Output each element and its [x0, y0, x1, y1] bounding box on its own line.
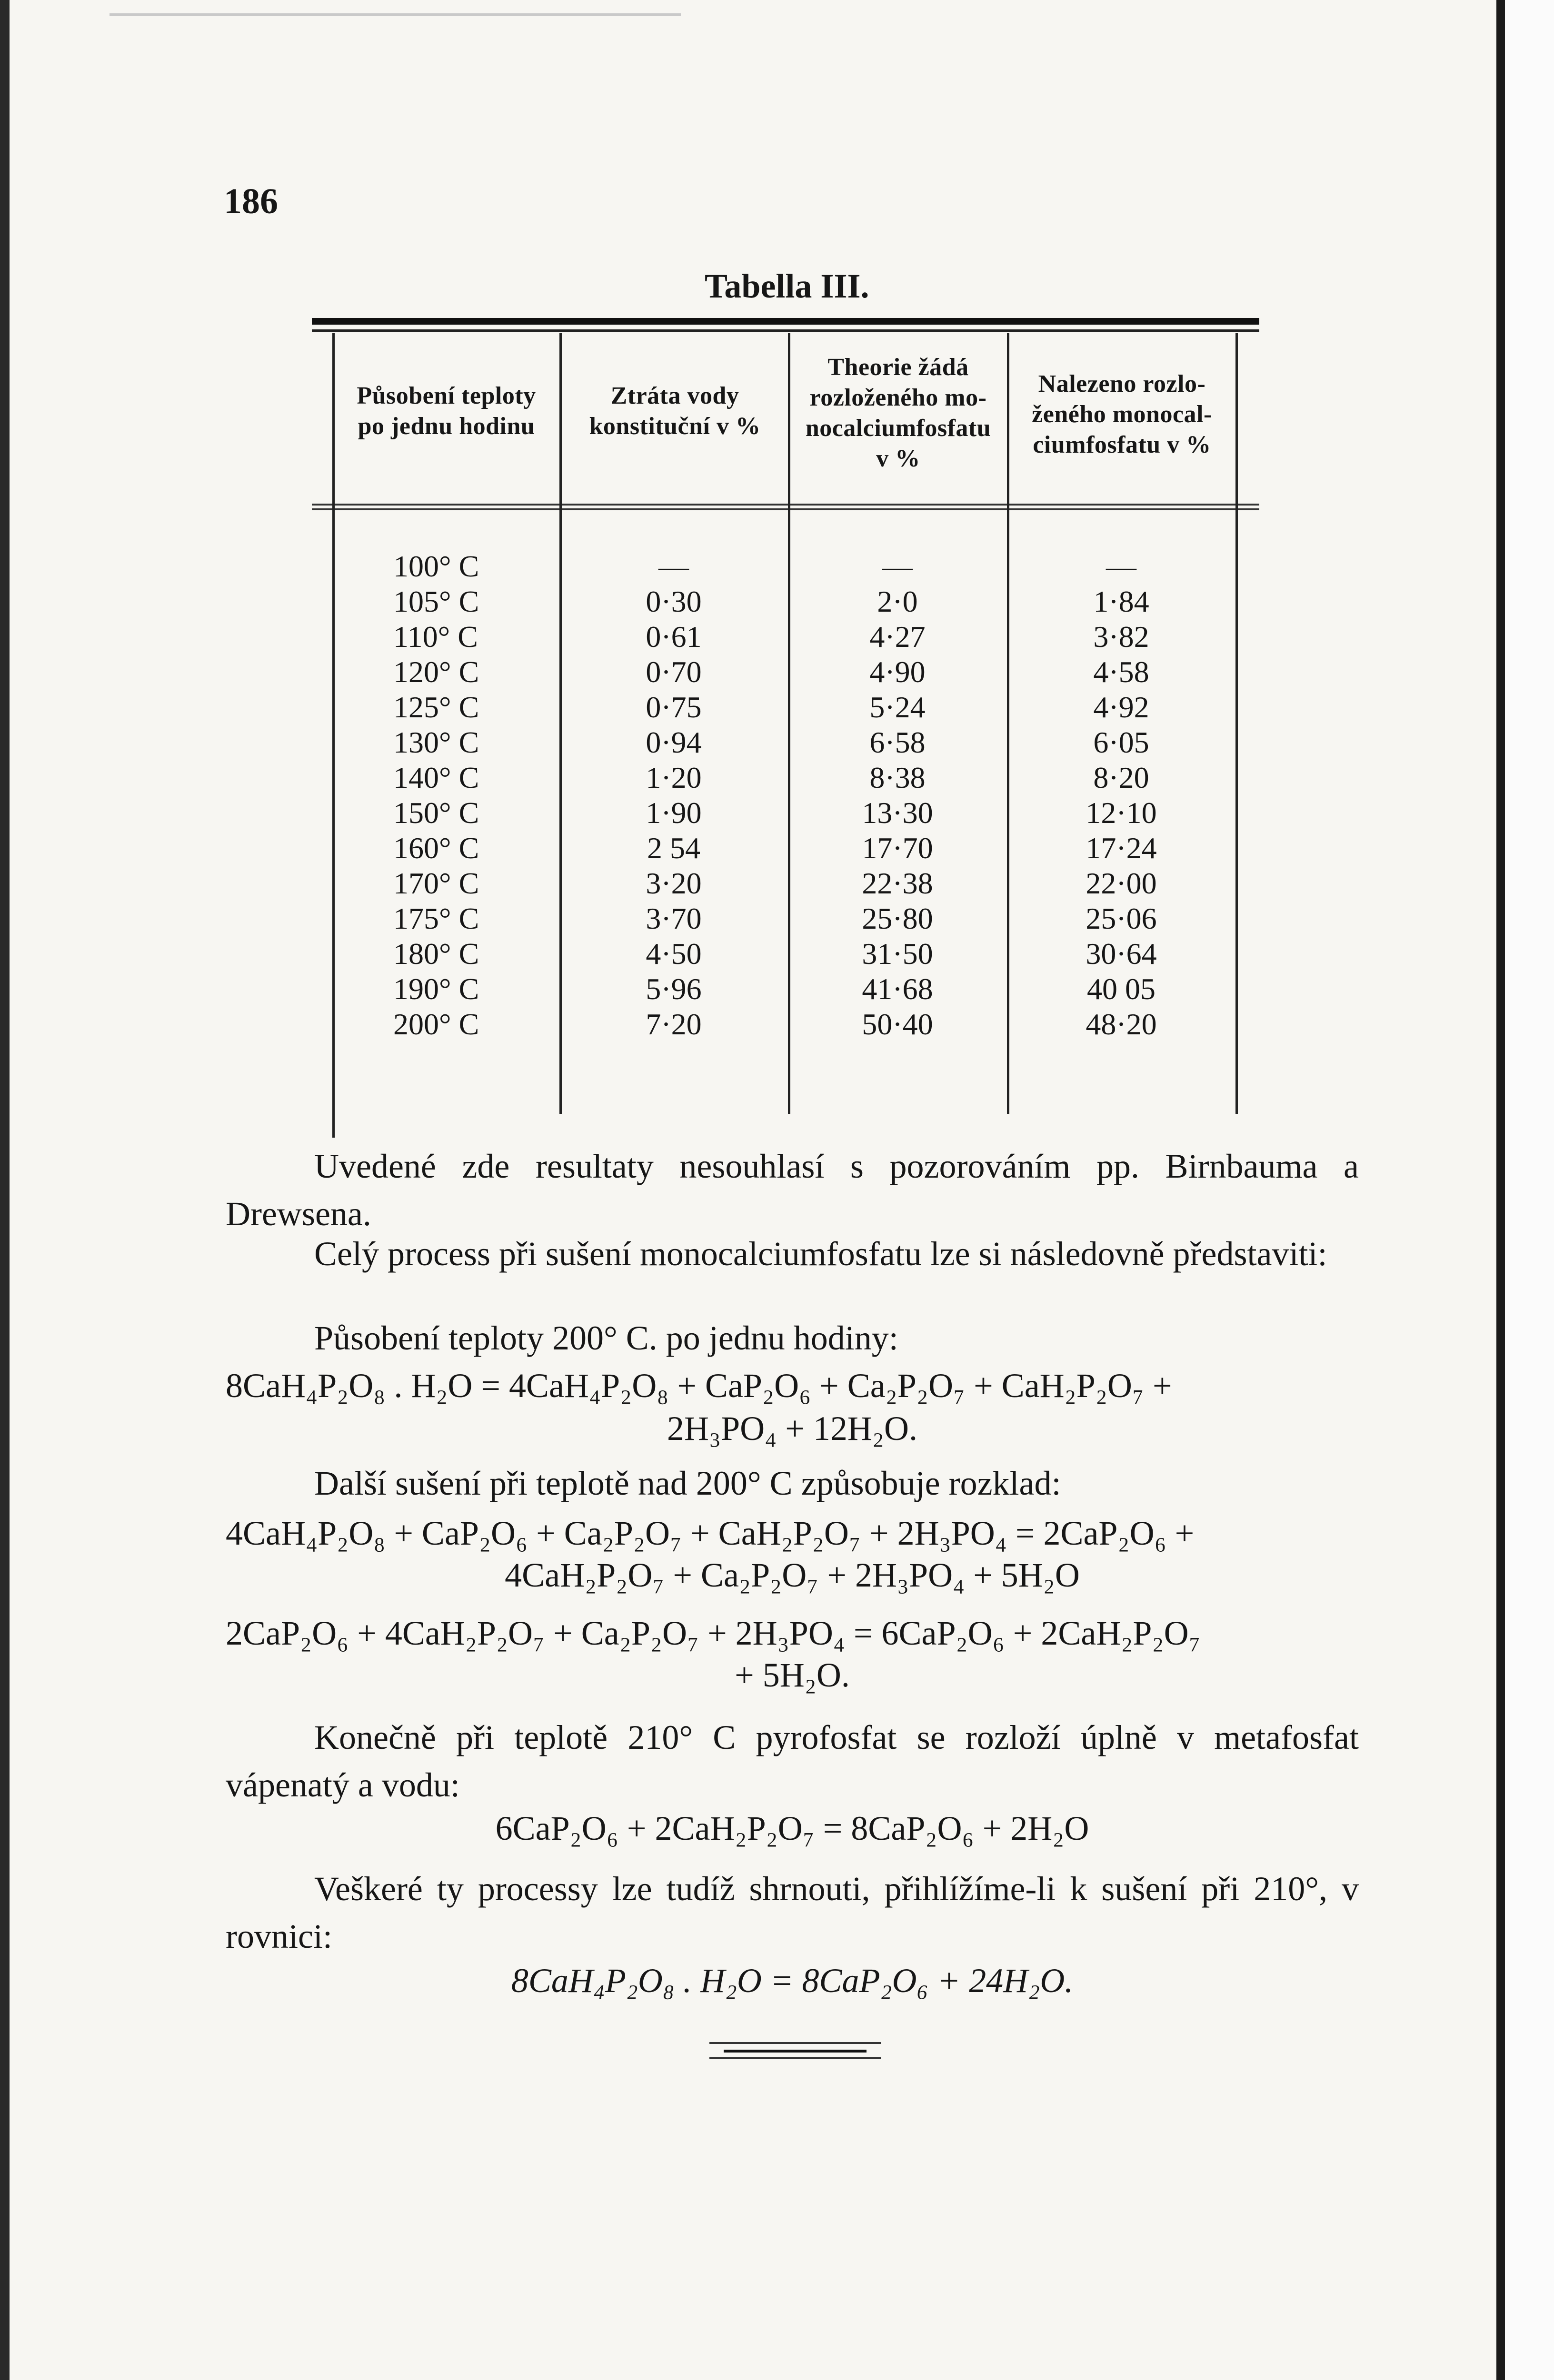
table-cell: 150° C — [393, 796, 479, 830]
table-cell: 12·10 — [1086, 796, 1157, 830]
table-cell: 120° C — [393, 655, 479, 689]
table-header-theory: Theorie žádá rozloženého mo- nocalciumfosfatu v % — [805, 354, 991, 472]
paragraph-summary: Veškeré ty processy lze tudíž shrnouti, přihlížíme-li k sušení při 210°, v rovnici: — [226, 1870, 1359, 1955]
table-cell: 22·38 — [862, 866, 933, 900]
table-cell: 6·05 — [1093, 725, 1149, 759]
closing-rule — [709, 2042, 881, 2044]
table-header-temperature: Působení teploty po jednu hodinu — [357, 382, 536, 440]
equation-1-line-1: 8CaH₄P₂O₈ . H₂O = 4CaH₄P₂O₈ + CaP₂O₆ + Ca₂P₂O₇ + CaH₂P₂O₇ + — [226, 1367, 1172, 1405]
equation-3-line-2: + 5H₂O. — [735, 1656, 850, 1694]
table-title: Tabella III. — [705, 267, 869, 305]
table-cell: 0·30 — [646, 585, 702, 618]
table-header-found: Nalezeno rozlo- ženého monocal- ciumfosfatu v % — [1032, 370, 1212, 458]
table-cell: 4·92 — [1093, 690, 1149, 724]
table-cell: 0·70 — [646, 655, 702, 689]
scan-streak — [110, 13, 681, 16]
table-cell: 140° C — [393, 761, 479, 794]
table-cell: 4·27 — [869, 620, 926, 654]
table-cell: 4·58 — [1093, 655, 1149, 689]
table-header-water-loss: Ztráta vody konstituční v % — [589, 382, 761, 440]
table-cell: 200° C — [393, 1007, 479, 1041]
table-cell: 41·68 — [862, 972, 933, 1006]
scan-margin-right — [1505, 0, 1554, 2380]
equation-5: 8CaH₄P₂O₈ . H₂O = 8CaP₂O₆ + 24H₂O. — [511, 1962, 1074, 2000]
paragraph-further-drying: Další sušení při teplotě nad 200° C způsobuje rozklad: — [314, 1464, 1061, 1502]
table-cell: 8·38 — [869, 761, 926, 794]
table-cell: 1·90 — [646, 796, 702, 830]
table-cell: 25·80 — [862, 902, 933, 935]
table-cell: 100° C — [393, 549, 479, 583]
table-cell: 175° C — [393, 902, 479, 935]
table-cell: 110° C — [393, 620, 478, 654]
table-cell: 4·50 — [646, 937, 702, 971]
table-cell: 180° C — [393, 937, 479, 971]
table-cell: 1·84 — [1093, 585, 1149, 618]
table-cell: 3·20 — [646, 866, 702, 900]
table-cell: 40 05 — [1087, 972, 1156, 1006]
equation-2-line-1: 4CaH₄P₂O₈ + CaP₂O₆ + Ca₂P₂O₇ + CaH₂P₂O₇ + 2H₃PO₄ = 2CaP₂O₆ + — [226, 1514, 1195, 1552]
table-top-rule-thin — [312, 329, 1259, 332]
paragraph-heating: Působení teploty 200° C. po jednu hodiny: — [314, 1319, 898, 1357]
table-cell: — — [1106, 549, 1136, 583]
scan-border-left — [0, 0, 10, 2380]
table-cell: — — [658, 549, 689, 583]
table-cell: 0·61 — [646, 620, 702, 654]
table-cell: 48·20 — [1086, 1007, 1157, 1041]
equation-2-line-2: 4CaH₂P₂O₇ + Ca₂P₂O₇ + 2H₃PO₄ + 5H₂O — [505, 1556, 1080, 1594]
table-cell: 105° C — [393, 585, 479, 618]
table-cell: 3·70 — [646, 902, 702, 935]
table-cell: 50·40 — [862, 1007, 933, 1041]
paragraph-process: Celý process při sušení monocalciumfosfatu lze si následovně představiti: — [314, 1235, 1327, 1273]
table-cell: 125° C — [393, 690, 479, 724]
table-cell: 17·24 — [1086, 831, 1157, 865]
table-header-rule-second — [312, 508, 1259, 510]
table-column-divider — [1235, 333, 1238, 1114]
table-cell: 170° C — [393, 866, 479, 900]
table-top-rule — [312, 318, 1259, 325]
closing-rule-lower — [709, 2057, 881, 2059]
table-cell: 160° C — [393, 831, 479, 865]
table-column-divider — [332, 333, 335, 1138]
table-cell: 130° C — [393, 725, 479, 759]
equation-3-line-1: 2CaP₂O₆ + 4CaH₂P₂O₇ + Ca₂P₂O₇ + 2H₃PO₄ = 6CaP₂O₆ + 2CaH₂P₂O₇ — [226, 1614, 1201, 1652]
table-cell: 5·96 — [646, 972, 702, 1006]
table-cell: 31·50 — [862, 937, 933, 971]
page-number: 186 — [224, 181, 278, 221]
table-cell: 6·58 — [869, 725, 926, 759]
table-cell: 4·90 — [869, 655, 926, 689]
table-cell: 22·00 — [1086, 866, 1157, 900]
table-cell: 17·70 — [862, 831, 933, 865]
table-cell: 1·20 — [646, 761, 702, 794]
closing-rule-thick — [724, 2050, 867, 2053]
table-cell: 7·20 — [646, 1007, 702, 1041]
paragraph-pyrophosphate: Konečně při teplotě 210° C pyrofosfat se rozloží úplně v metafosfat vápenatý a vodu: — [226, 1718, 1359, 1804]
scan-border-right — [1496, 0, 1505, 2380]
table-cell: 30·64 — [1086, 937, 1157, 971]
table-cell: 0·75 — [646, 690, 702, 724]
table-cell: 13·30 — [862, 796, 933, 830]
table-cell: — — [882, 549, 913, 583]
table-cell: 5·24 — [869, 690, 926, 724]
table-cell: 0·94 — [646, 725, 702, 759]
table-cell: 8·20 — [1093, 761, 1149, 794]
equation-4: 6CaP₂O₆ + 2CaH₂P₂O₇ = 8CaP₂O₆ + 2H₂O — [495, 1809, 1089, 1847]
table-header-rule — [312, 504, 1259, 506]
equation-1-line-2: 2H₃PO₄ + 12H₂O. — [667, 1409, 917, 1448]
paragraph-results: Uvedené zde resultaty nesouhlasí s pozorováním pp. Birnbauma a Drewsena. — [226, 1147, 1359, 1233]
table-cell: 25·06 — [1086, 902, 1157, 935]
table-cell: 3·82 — [1093, 620, 1149, 654]
table-cell: 190° C — [393, 972, 479, 1006]
table-cell: 2 54 — [647, 831, 700, 865]
table-cell: 2·0 — [877, 585, 918, 618]
